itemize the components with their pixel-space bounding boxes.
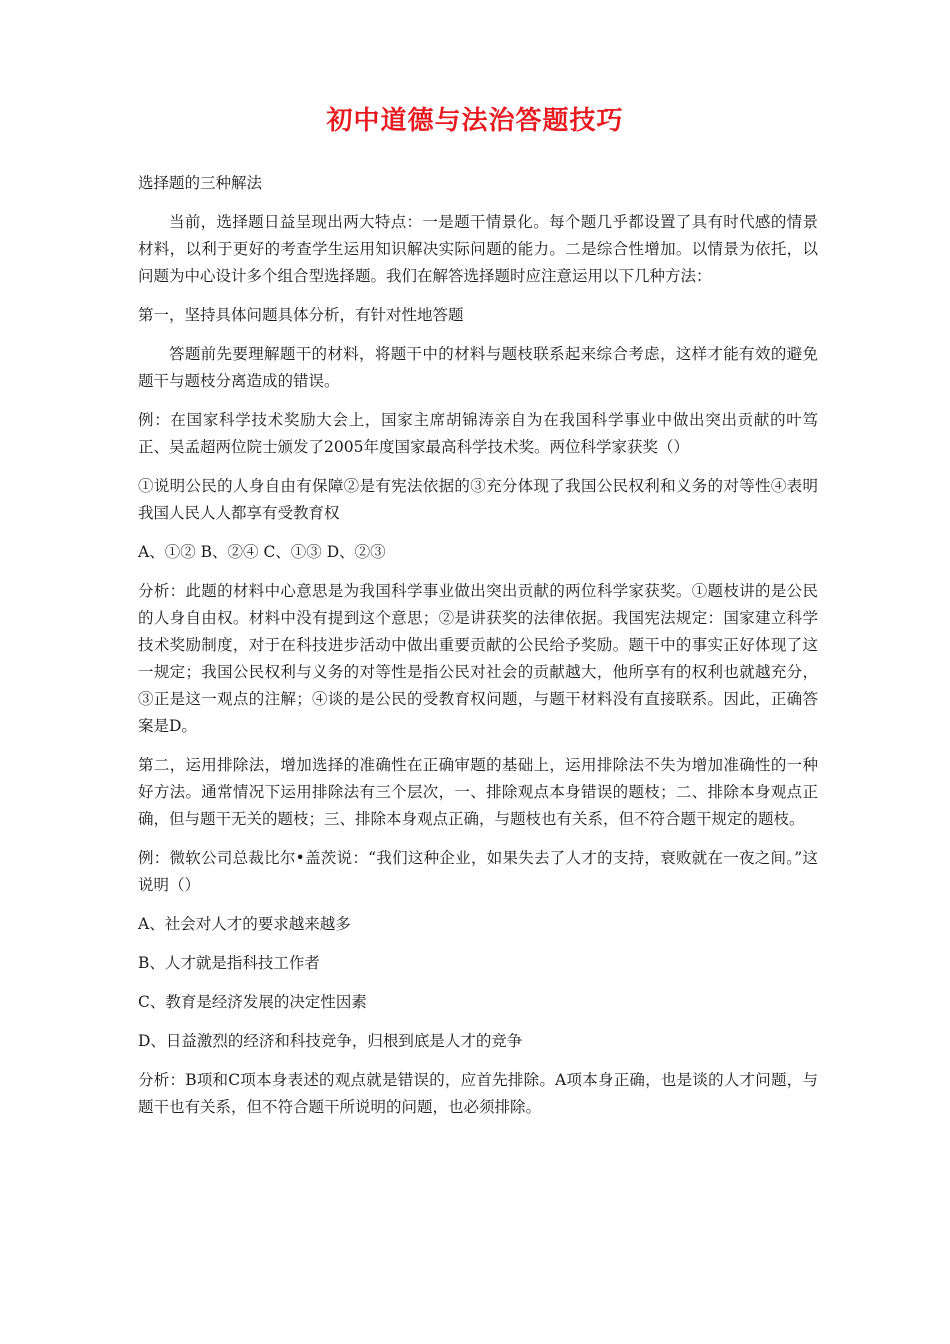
example-one-question: 例：在国家科学技术奖励大会上，国家主席胡锦涛亲自为在我国科学事业中做出突出贡献的叶笃正、吴孟超两位院士颁发了2005年度国家最高科学技术奖。两位科学家获奖（） xyxy=(138,411,818,456)
intro-paragraph: 当前，选择题日益呈现出两大特点：一是题干情景化。每个题几乎都设置了具有时代感的情景材料，以利于更好的考查学生运用知识解决实际问题的能力。二是综合性增加。以情景为依托，以问题为中心设计多个组合型选择题。我们在解答选择题时应注意运用以下几种方法： xyxy=(138,213,818,285)
method-two-paragraph: 第二，运用排除法，增加选择的准确性在正确审题的基础上，运用排除法不失为增加准确性的一种好方法。通常情况下运用排除法有三个层次，一、排除观点本身错误的题枝；二、排除本身观点正确，但与题干无关的题枝；三、排除本身观点正确，与题枝也有关系，但不符合题干规定的题枝。 xyxy=(138,756,818,828)
example-two-analysis: 分析：B项和C项本身表述的观点就是错误的，应首先排除。A项本身正确，也是谈的人才问题，与题干也有关系，但不符合题干所说明的问题，也必须排除。 xyxy=(138,1071,818,1116)
example-one-statements: ①说明公民的人身自由有保障②是有宪法依据的③充分体现了我国公民权利和义务的对等性④表明我国人民人人都享有受教育权 xyxy=(138,477,818,522)
section-heading-choice-methods: 选择题的三种解法 xyxy=(138,174,263,192)
example-two-option-c: C、教育是经济发展的决定性因素 xyxy=(138,993,367,1011)
method-one-paragraph: 答题前先要理解题干的材料，将题干中的材料与题枝联系起来综合考虑，这样才能有效的避免题干与题枝分离造成的错误。 xyxy=(138,345,818,390)
example-two-option-b: B、人才就是指科技工作者 xyxy=(138,954,320,972)
document-title: 初中道德与法治答题技巧 xyxy=(326,106,624,136)
example-two-option-a: A、社会对人才的要求越来越多 xyxy=(138,915,351,933)
document-body xyxy=(138,170,818,1133)
example-one-options: A、①② B、②④ C、①③ D、②③ xyxy=(138,543,386,561)
example-two-option-d: D、日益激烈的经济和科技竞争，归根到底是人才的竞争 xyxy=(138,1032,523,1050)
method-one-heading: 第一，坚持具体问题具体分析，有针对性地答题 xyxy=(138,306,464,324)
example-one-analysis: 分析：此题的材料中心意思是为我国科学事业做出突出贡献的两位科学家获奖。①题枝讲的是公民的人身自由权。材料中没有提到这个意思；②是讲获奖的法律依据。我国宪法规定：国家建立科学技术奖励制度，对于在科技进步活动中做出重要贡献的公民给予奖励。题干中的事实正好体现了这一规定；我国公民权利与义务的对等性是指公民对社会的贡献越大，他所享有的权利也就越充分，③正是这一观点的注解；④谈的是公民的受教育权问题，与题干材料没有直接联系。因此，正确答案是D。 xyxy=(138,582,818,735)
example-two-question: 例：微软公司总裁比尔•盖茨说：“我们这种企业，如果失去了人才的支持，衰败就在一夜之间。”这说明（） xyxy=(138,849,818,894)
